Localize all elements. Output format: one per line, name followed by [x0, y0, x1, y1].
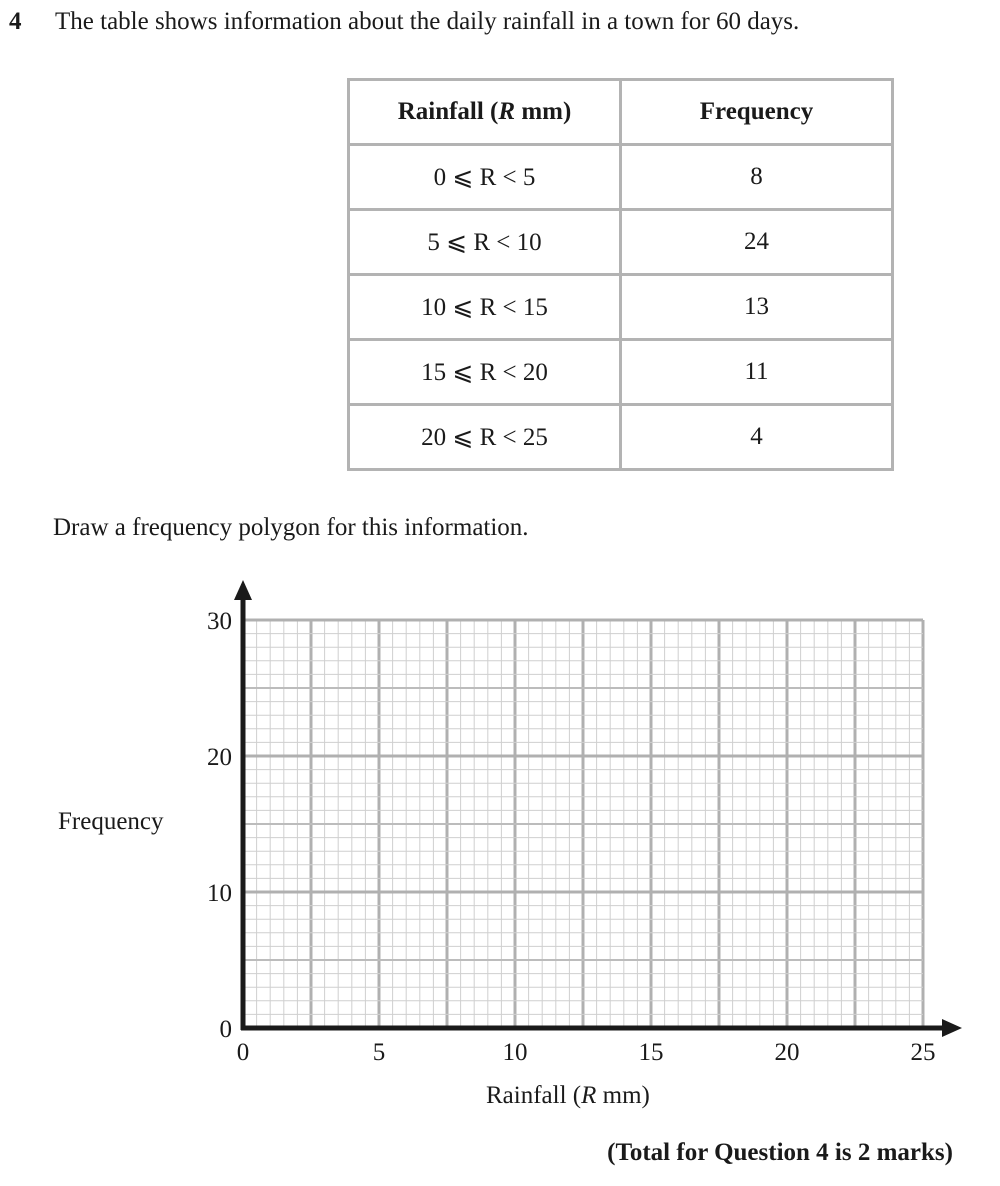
rainfall-class: 20 ⩽ R < 25: [349, 405, 621, 470]
instruction-text: Draw a frequency polygon for this information.: [53, 514, 529, 541]
frequency-value: 11: [621, 340, 893, 405]
frequency-value: 4: [621, 405, 893, 470]
x-tick-labels: [237, 1039, 936, 1066]
x-tick-label: 20: [774, 1039, 800, 1066]
y-tick-label: 20: [207, 744, 232, 771]
y-tick-label: 0: [219, 1016, 232, 1043]
x-tick-label: 10: [502, 1039, 528, 1066]
x-tick-label: 15: [638, 1039, 664, 1066]
rainfall-class: 10 ⩽ R < 15: [349, 275, 621, 340]
y-axis-label: Frequency: [58, 808, 164, 835]
graph-paper-grid: [243, 620, 923, 1028]
x-axis-label: Rainfall (R mm): [486, 1082, 650, 1109]
x-axis-arrow-icon: [942, 1019, 962, 1037]
y-tick-labels: [207, 608, 232, 1043]
total-marks: (Total for Question 4 is 2 marks): [607, 1139, 953, 1166]
frequency-value: 13: [621, 275, 893, 340]
frequency-value: 24: [621, 210, 893, 275]
y-tick-label: 30: [207, 608, 232, 635]
y-tick-label: 10: [207, 880, 232, 907]
rainfall-class: 15 ⩽ R < 20: [349, 340, 621, 405]
x-tick-label: 5: [372, 1039, 386, 1066]
rainfall-class: 0 ⩽ R < 5: [349, 145, 621, 210]
question-text: The table shows information about the daily rainfall in a town for 60 days.: [55, 8, 800, 35]
header-frequency: Frequency: [621, 80, 893, 145]
frequency-value: 8: [621, 145, 893, 210]
axes: [234, 580, 962, 1037]
header-rainfall: Rainfall (R mm): [349, 80, 621, 145]
rainfall-class: 5 ⩽ R < 10: [349, 210, 621, 275]
question-number: 4: [9, 8, 22, 35]
x-tick-label: 25: [910, 1039, 936, 1066]
y-axis-arrow-icon: [234, 580, 252, 600]
x-tick-label: 0: [236, 1039, 250, 1066]
